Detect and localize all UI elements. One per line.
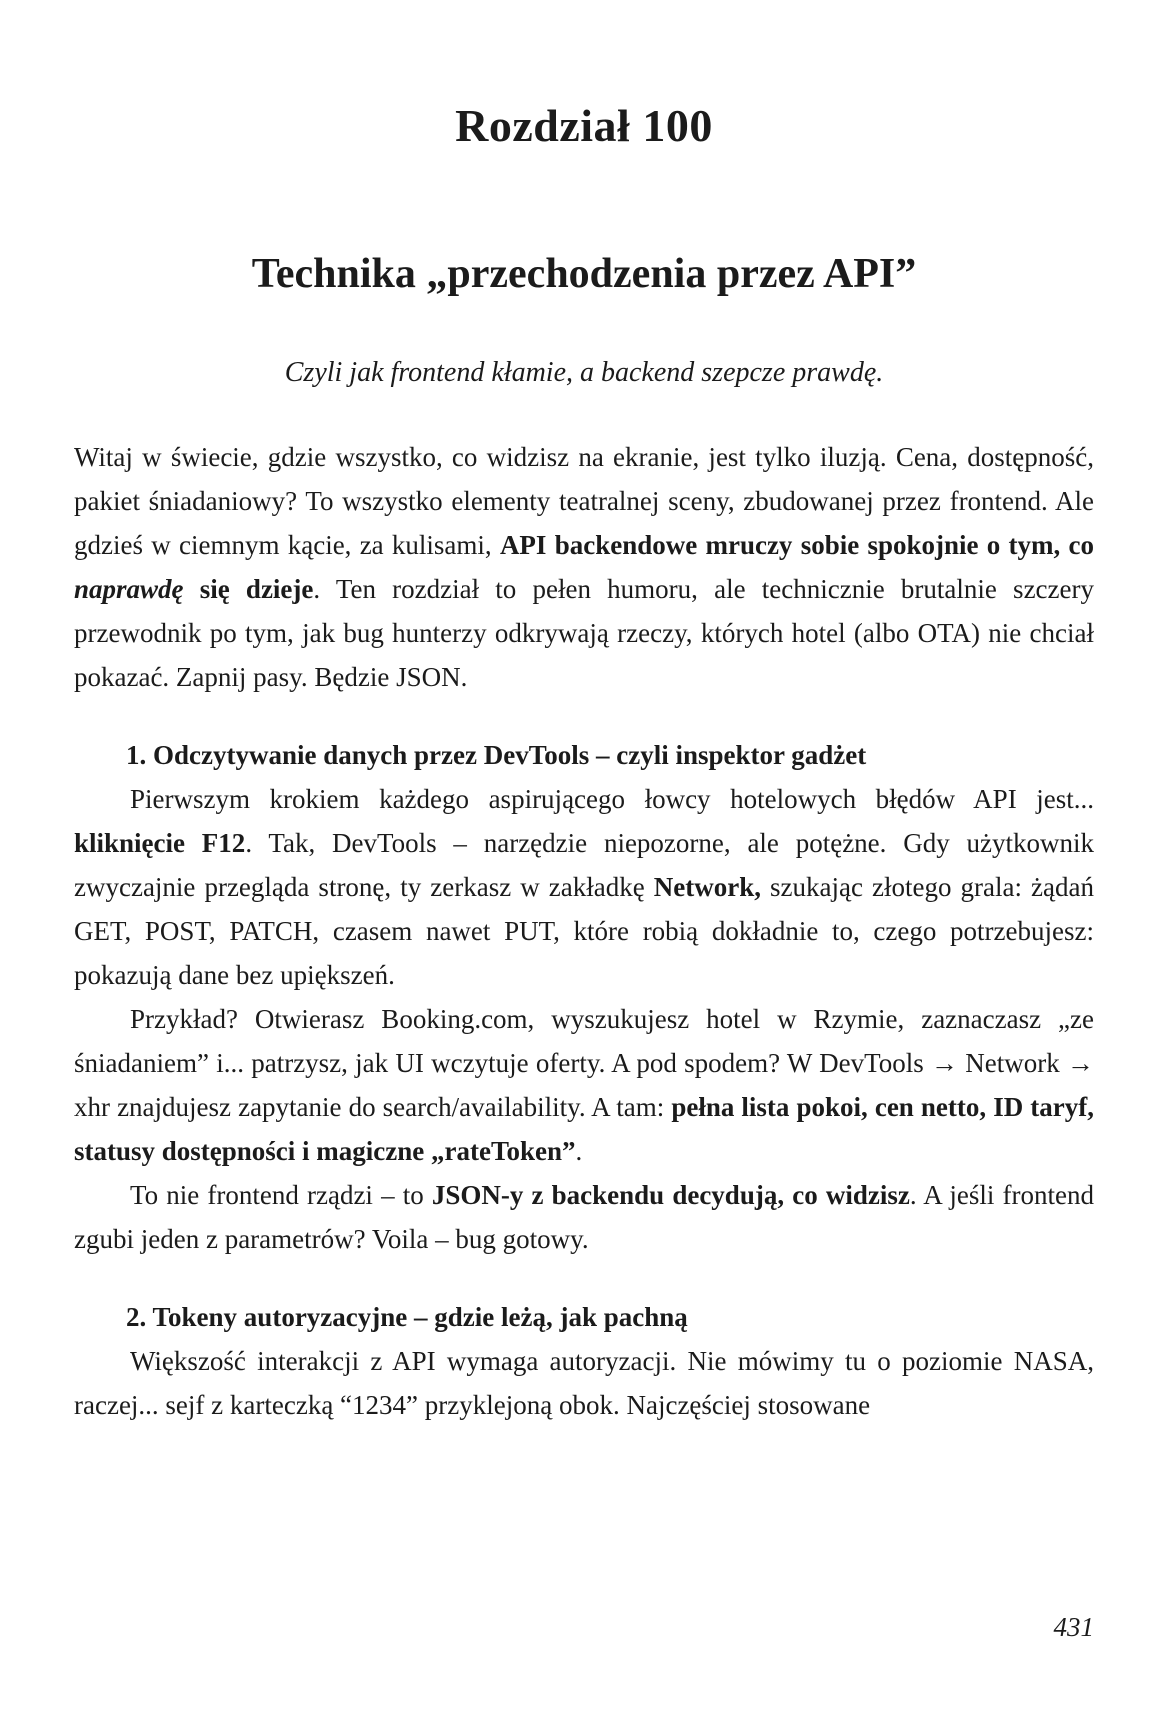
intro-paragraph: Witaj w świecie, gdzie wszystko, co widzisz na ekranie, jest tylko iluzją. Cena, dostępność, pakiet śniadaniowy? To wszystko elementy teatralnej sceny, zbudowanej przez frontend. Ale gdzieś w ciemnym kącie, za kulisami, API backendowe mruczy sobie spokojnie o tym, co naprawdę się dzieje. Ten rozdział to pełen humoru, ale technicznie brutalnie szczery przewodnik po tym, jak bug hunterzy odkrywają rzeczy, których hotel (albo OTA) nie chciał pokazać. Zapnij pasy. Będzie JSON. <box>74 442 1094 693</box>
body-text <box>74 435 1094 1427</box>
section-1-paragraph-1: Pierwszym krokiem każdego aspirującego łowcy hotelowych błędów API jest... kliknięcie F12. Tak, DevTools – narzędzie niepozorne, ale potężne. Gdy użytkownik zwyczajnie przegląda stronę, ty zerkasz w zakładkę Network, szukając złotego grala: żądań GET, POST, PATCH, czasem nawet PUT, które robią dokładnie to, czego potrzebujesz: pokazują dane bez upiększeń. <box>74 784 1095 991</box>
page-number: 431 <box>1053 1612 1094 1642</box>
section-2-heading: 2. Tokeny autoryzacyjne – gdzie leżą, jak pachną <box>126 1302 688 1333</box>
section-1-paragraph-3: To nie frontend rządzi – to JSON-y z backendu decydują, co widzisz. A jeśli frontend zgubi jeden z parametrów? Voila – bug gotowy. <box>74 1180 1094 1255</box>
chapter-number-heading: Rozdział 100 <box>455 100 713 151</box>
chapter-subtitle: Czyli jak frontend kłamie, a backend szepcze prawdę. <box>284 356 884 388</box>
chapter-title: Technika „przechodzenia przez API” <box>251 250 917 297</box>
section-1-paragraph-2: Przykład? Otwierasz Booking.com, wyszukujesz hotel w Rzymie, zaznaczasz „ze śniadaniem” i... patrzysz, jak UI wczytuje oferty. A pod spodem? W DevTools → Network → xhr znajdujesz zapytanie do search/availability. A tam: pełna lista pokoi, cen netto, ID taryf, statusy dostępności i magiczne „rateToken”. <box>74 1004 1094 1167</box>
section-1-heading: 1. Odczytywanie danych przez DevTools – czyli inspektor gadżet <box>126 740 867 771</box>
section-2-paragraph-1: Większość interakcji z API wymaga autoryzacji. Nie mówimy tu o poziomie NASA, raczej... sejf z karteczką “1234” przyklejoną obok. Najczęściej stosowane <box>74 1346 1094 1421</box>
